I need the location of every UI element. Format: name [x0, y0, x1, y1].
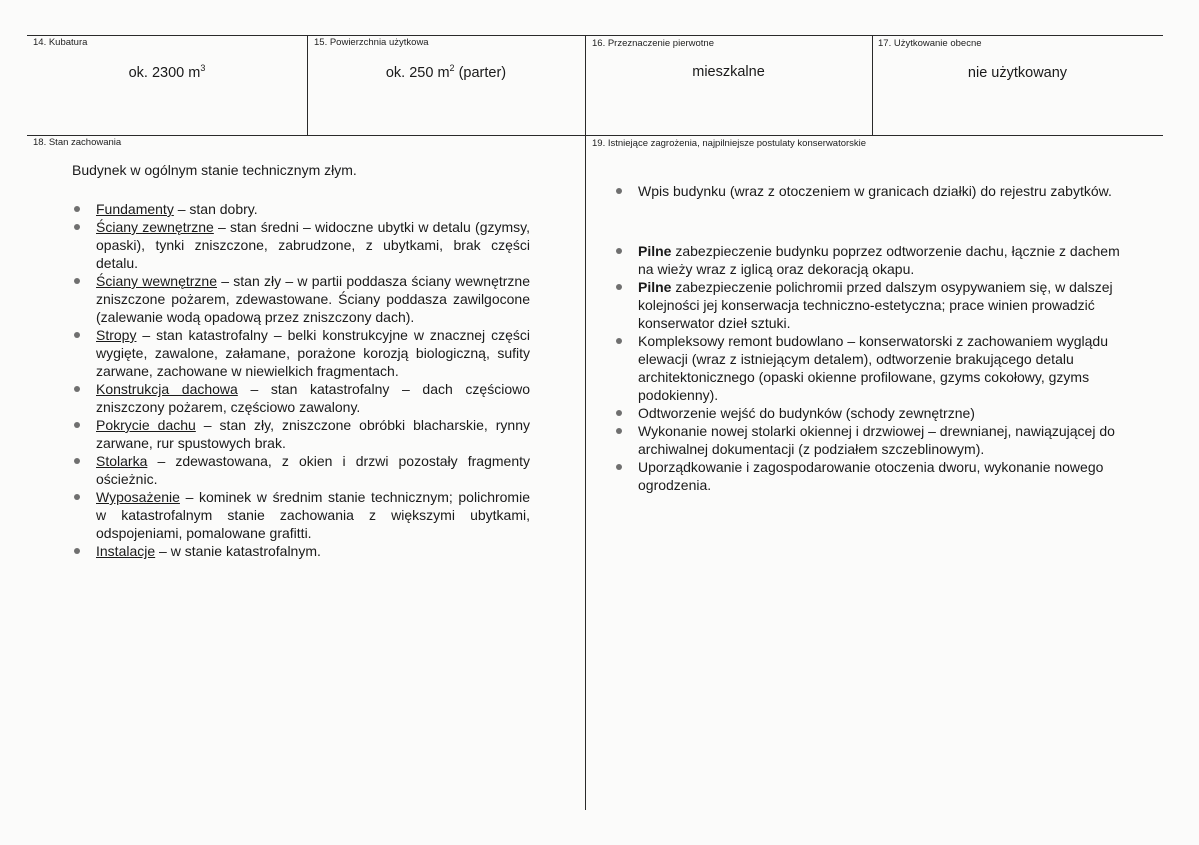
unit-exponent: 2	[449, 63, 455, 73]
field-value-kubatura	[27, 63, 307, 81]
section-label-stan-zachowania: 18. Stan zachowania	[33, 137, 122, 148]
condition-summary: Budynek w ogólnym stanie technicznym złym.	[72, 162, 357, 178]
bullet-icon	[74, 278, 80, 284]
value-suffix: (parter)	[454, 64, 507, 81]
list-item	[612, 404, 1132, 422]
item-text: – stan średni – widoczne ubytki w detalu (gzymsy, opaski), tynki zniszczone, zabrudzone, z ubytkami, brak części detalu.	[96, 219, 530, 271]
bullet-icon	[616, 464, 622, 470]
item-text: – w stanie katastrofalnym.	[155, 543, 321, 559]
bullet-icon	[74, 224, 80, 230]
table-top-border	[27, 35, 1163, 36]
list-item	[612, 242, 1132, 278]
field-value-uzytkowanie: nie użytkowany	[967, 65, 1068, 81]
bullet-icon	[616, 428, 622, 434]
item-text: Wpis budynku (wraz z otoczeniem w granicach działki) do rejestru zabytków.	[638, 183, 1112, 199]
item-text: zabezpieczenie budynku poprzez odtworzenie dachu, łącznie z dachem na wieży wraz z iglicą oraz dekoracją okapu.	[638, 243, 1120, 277]
item-text: Kompleksowy remont budowlano – konserwatorski z zachowaniem wyglądu elewacji (wraz z istniejącym detalem), odtworzenie brakującego detalu architektonicznego (opaski okienne profilowane, gzyms cokołowy, gzyms podokienny).	[638, 333, 1109, 403]
field-value-przeznaczenie: mieszkalne	[692, 64, 765, 80]
bullet-icon	[616, 188, 622, 194]
list-item	[612, 422, 1132, 458]
list-item	[70, 488, 530, 542]
item-term: Wyposażenie	[96, 489, 180, 505]
bullet-icon	[616, 248, 622, 254]
item-emphasis: Pilne	[638, 243, 672, 259]
list-item	[70, 200, 530, 218]
item-term: Pokrycie dachu	[96, 417, 196, 433]
column-divider-center	[585, 35, 586, 810]
list-item	[70, 218, 530, 272]
bullet-icon	[74, 386, 80, 392]
list-item	[70, 380, 530, 416]
item-term: Stolarka	[96, 453, 148, 469]
item-term: Stropy	[96, 327, 137, 343]
list-item	[70, 272, 530, 326]
list-item	[612, 332, 1132, 404]
item-term: Fundamenty	[96, 201, 174, 217]
list-spacer	[612, 200, 1132, 242]
item-term: Instalacje	[96, 543, 156, 559]
bullet-icon	[74, 494, 80, 500]
section-label-zagrozenia: 19. Istniejące zagrożenia, najpilniejsze postulaty konserwatorskie	[592, 138, 867, 149]
bullet-icon	[74, 206, 80, 212]
bullet-icon	[616, 410, 622, 416]
bullet-icon	[74, 422, 80, 428]
item-term: Ściany wewnętrzne	[96, 273, 217, 289]
list-item	[70, 326, 530, 380]
item-emphasis: Pilne	[638, 279, 672, 295]
field-value-powierzchnia	[307, 63, 585, 81]
postulates-list	[612, 182, 1132, 494]
list-item	[612, 182, 1132, 200]
item-text: Uporządkowanie i zagospodarowanie otoczenia dworu, wykonanie nowego ogrodzenia.	[638, 459, 1104, 493]
bullet-icon	[616, 284, 622, 290]
bullet-icon	[74, 458, 80, 464]
column-divider-1	[307, 35, 308, 136]
item-text: – stan dobry.	[173, 201, 258, 217]
field-label-przeznaczenie: 16. Przeznaczenie pierwotne	[592, 38, 714, 49]
list-item	[70, 452, 530, 488]
field-label-uzytkowanie: 17. Użytkowanie obecne	[878, 38, 982, 49]
item-text: Wykonanie nowej stolarki okiennej i drzwiowej – drewnianej, nawiązującej do archiwalnej dokumentacji (z podziałem szczeblinowym).	[638, 423, 1115, 457]
field-label-kubatura: 14. Kubatura	[33, 37, 88, 48]
value-text: ok. 250 m	[385, 64, 450, 81]
item-text: – zdewastowana, z okien i drzwi pozostały fragmenty ościeżnic.	[96, 453, 530, 487]
list-item	[70, 542, 530, 560]
item-term: Ściany zewnętrzne	[96, 219, 214, 235]
list-item	[70, 416, 530, 452]
unit-exponent: 3	[200, 63, 206, 73]
column-divider-3	[872, 35, 873, 136]
bullet-icon	[74, 548, 80, 554]
value-text: ok. 2300 m	[128, 64, 201, 81]
item-text: zabezpieczenie polichromii przed dalszym osypywaniem się, w dalszej kolejności jej konserwacja techniczno-estetyczna; prace winien prowadzić konserwator dzieł sztuki.	[638, 279, 1113, 331]
item-text: – stan zły – w partii poddasza ściany wewnętrzne zniszczone pożarem, zdewastowane. Ściany poddasza zawilgocone (zalewanie wodą opadową przez zniszczony dach).	[96, 273, 530, 325]
bullet-icon	[616, 338, 622, 344]
item-text: – kominek w średnim stanie technicznym; polichromie w katastrofalnym stanie zachowania z większymi ubytkami, odspojeniami, pomalowane grafitti.	[96, 489, 530, 541]
header-row-bottom-border	[27, 135, 1163, 136]
item-text: Odtworzenie wejść do budynków (schody zewnętrzne)	[638, 405, 975, 421]
item-text: – stan katastrofalny – dach częściowo zniszczony pożarem, częściowo zawalony.	[96, 381, 530, 415]
list-item	[612, 278, 1132, 332]
item-term: Konstrukcja dachowa	[96, 381, 238, 397]
condition-list	[70, 200, 530, 560]
list-item	[612, 458, 1132, 494]
item-text: – stan katastrofalny – belki konstrukcyjne w znacznej części wygięte, zawalone, załamane, porażone korozją biologiczną, sufity zarwane, zachowane w niewielkich fragmentach.	[96, 327, 530, 379]
item-text: – stan zły, zniszczone obróbki blacharskie, rynny zarwane, rur spustowych brak.	[96, 417, 531, 451]
bullet-icon	[74, 332, 80, 338]
field-label-powierzchnia: 15. Powierzchnia użytkowa	[314, 37, 429, 48]
